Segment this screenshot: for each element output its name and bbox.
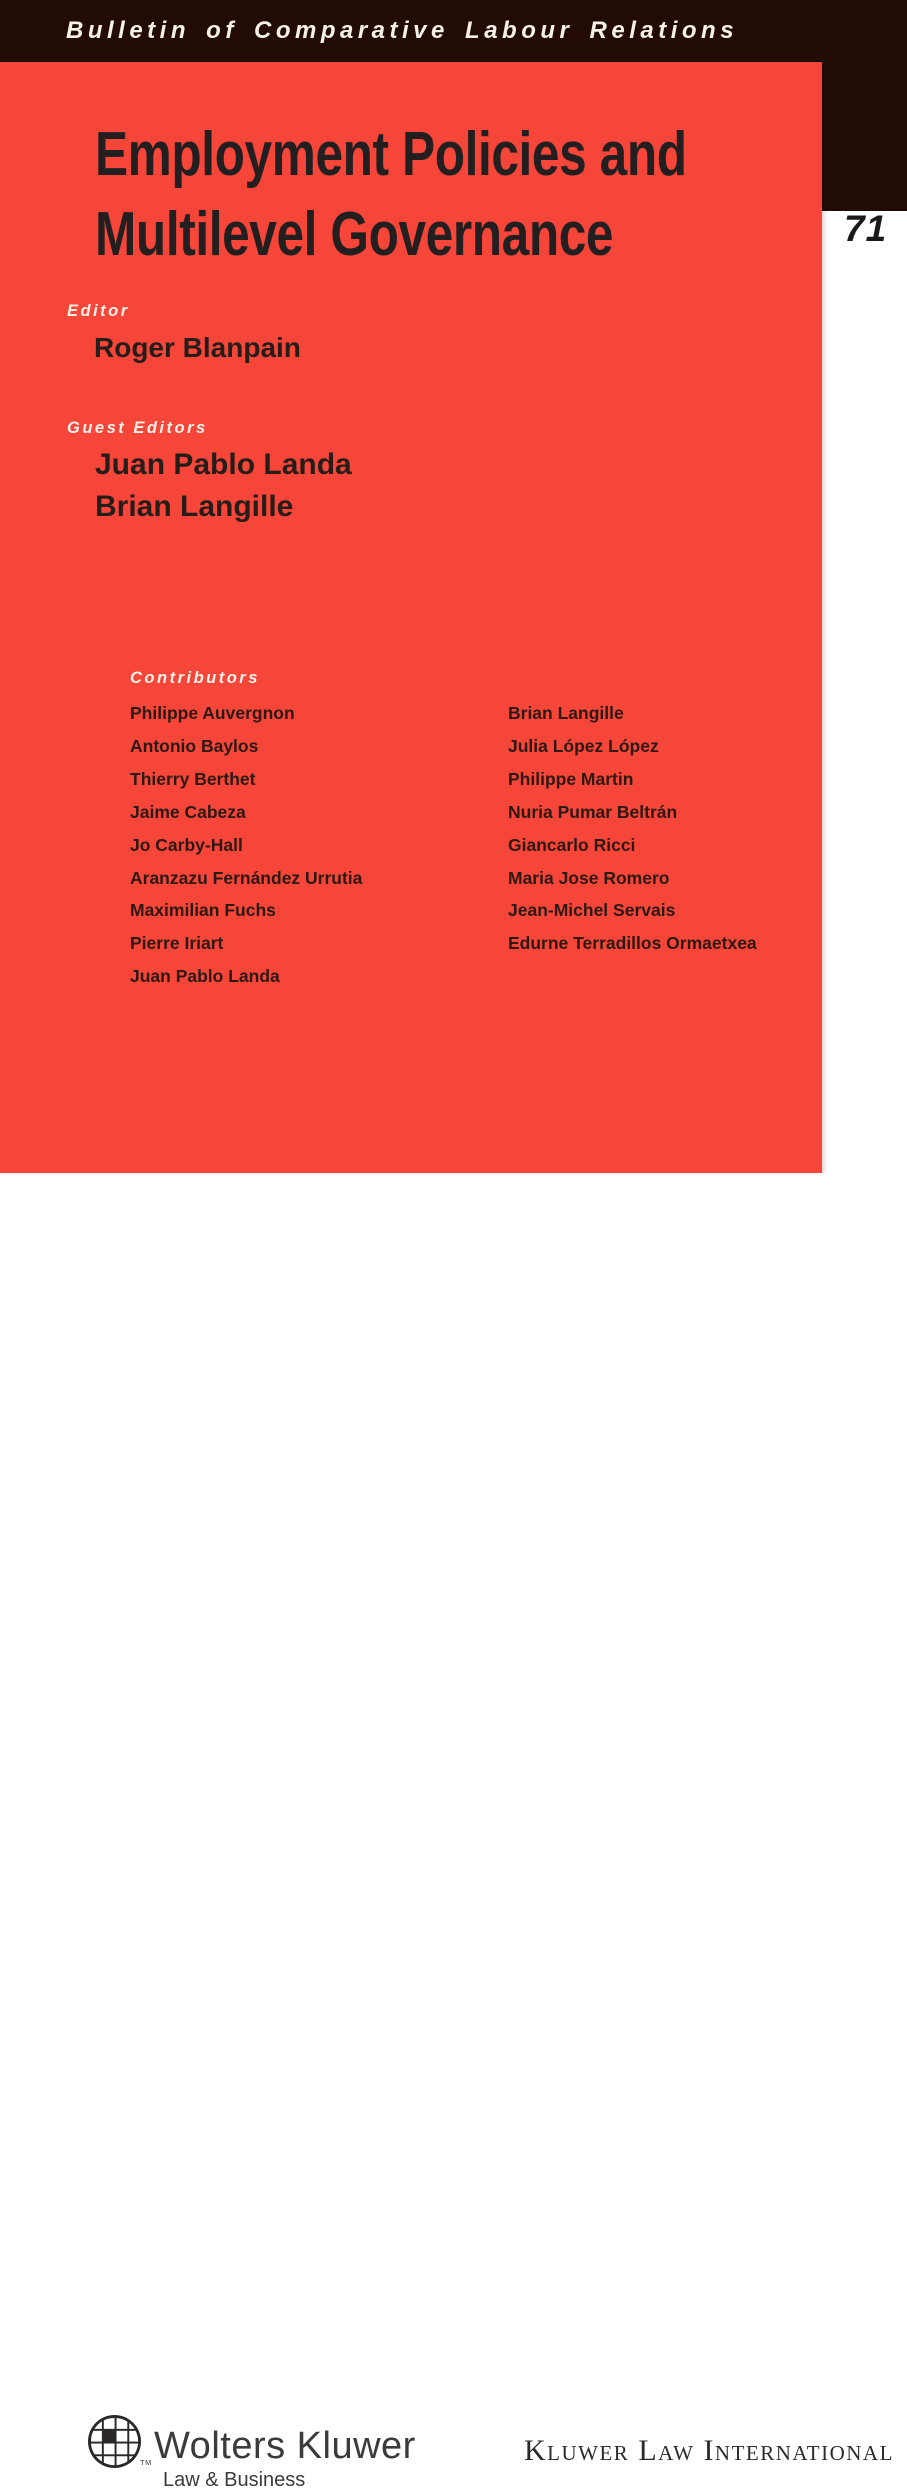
contributor-name: Edurne Terradillos Ormaetxea — [508, 933, 757, 954]
contributor-name: Thierry Berthet — [130, 768, 256, 789]
kluwer-law-international-wordmark: Kluwer Law International — [524, 2434, 894, 2467]
editor-name: Roger Blanpain — [94, 332, 301, 363]
guest-editor-name: Juan Pablo Landa — [95, 448, 352, 481]
contributor-name: Brian Langille — [508, 703, 624, 723]
book-title-line-1: Employment Policies and — [95, 120, 687, 189]
contributor-name: Jean-Michel Servais — [508, 900, 676, 921]
guest-editors-names — [95, 444, 352, 528]
wolters-kluwer-globe-icon — [88, 2415, 141, 2468]
contributor-name: Philippe Auvergnon — [130, 703, 295, 723]
contributor-name: Giancarlo Ricci — [508, 834, 636, 855]
contributor-name: Jaime Cabeza — [130, 801, 246, 822]
contributor-name: Jo Carby-Hall — [130, 834, 243, 855]
trademark-symbol: TM — [140, 2458, 152, 2467]
contributor-name: Maximilian Fuchs — [130, 900, 276, 921]
guest-editor-name: Brian Langille — [95, 490, 294, 523]
series-banner: Bulletin of Comparative Labour Relations — [66, 17, 739, 44]
contributor-name: Nuria Pumar Beltrán — [508, 801, 678, 822]
contributor-name: Aranzazu Fernández Urrutia — [130, 867, 363, 888]
contributor-name: Antonio Baylos — [130, 735, 259, 756]
editor-label: Editor — [67, 302, 130, 320]
contributor-name: Maria Jose Romero — [508, 867, 670, 888]
guest-editors-label: Guest Editors — [67, 419, 208, 437]
contributor-name: Philippe Martin — [508, 768, 634, 789]
contributor-name: Juan Pablo Landa — [130, 966, 280, 987]
volume-number: 71 — [844, 208, 888, 249]
contributors-left-column — [130, 697, 362, 993]
book-title-line-2: Multilevel Governance — [95, 200, 614, 269]
contributors-label: Contributors — [130, 669, 260, 687]
wolters-kluwer-wordmark: Wolters Kluwer — [154, 2425, 416, 2467]
contributors-right-column — [508, 697, 757, 960]
contributor-name: Julia López López — [508, 735, 659, 756]
publisher-footer — [0, 1173, 907, 2491]
series-banner-bar — [0, 0, 907, 62]
spine-black-strip — [822, 62, 907, 211]
contributor-name: Pierre Iriart — [130, 933, 224, 954]
wolters-kluwer-tagline: Law & Business — [163, 2469, 306, 2491]
